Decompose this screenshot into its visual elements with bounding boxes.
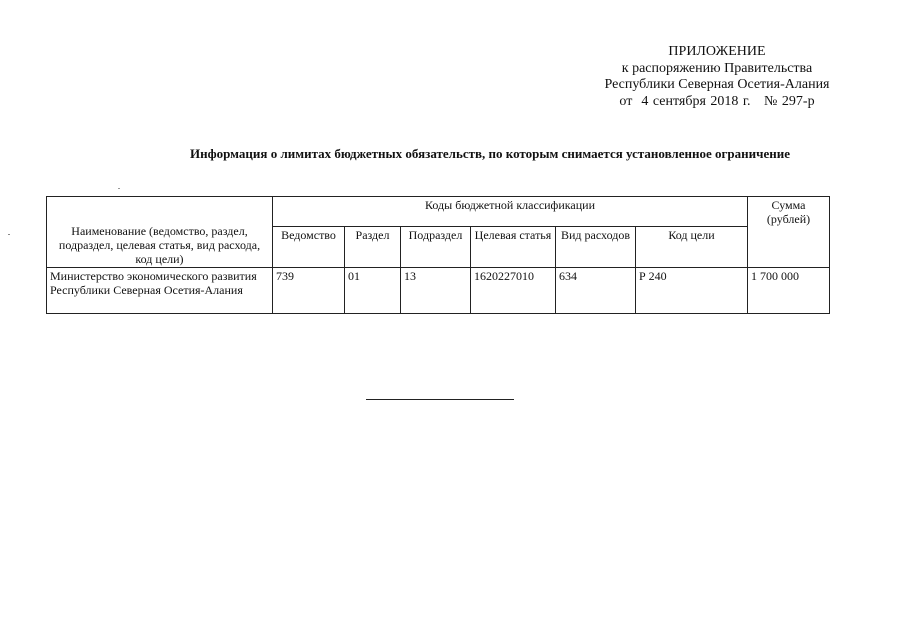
- table-header-row: [47, 197, 830, 227]
- scan-speck: [8, 234, 10, 235]
- row-target-item-cell: 1620227010: [471, 268, 556, 314]
- row-section-cell: 01: [345, 268, 401, 314]
- purpose-code-column-header: Код цели: [636, 227, 748, 268]
- appendix-line-order: к распоряжению Правительства: [621, 60, 813, 76]
- scan-speck: [118, 188, 120, 189]
- row-department-cell: 739: [273, 268, 345, 314]
- department-column-header: Ведомство: [273, 227, 345, 268]
- row-name-cell: Министерство экономического развития Республики Северная Осетия-Алания: [47, 268, 273, 314]
- name-column-header: Наименование (ведомство, раздел, подраздел, целевая статья, вид расхода, код цели): [47, 197, 273, 268]
- row-subsection-cell: 13: [401, 268, 471, 314]
- appendix-title: ПРИЛОЖЕНИЕ: [668, 44, 766, 59]
- row-expense-type-cell: 634: [556, 268, 636, 314]
- section-column-header: Раздел: [345, 227, 401, 268]
- end-divider-line: [366, 399, 514, 400]
- target-item-column-header: Целевая статья: [471, 227, 556, 268]
- table-row: [47, 268, 830, 314]
- row-purpose-code-cell: Р 240: [636, 268, 748, 314]
- appendix-line-republic: Республики Северная Осетия-Алания: [604, 77, 830, 92]
- sum-column-header: Сумма (рублей): [748, 197, 830, 268]
- budget-limits-table: [46, 196, 830, 314]
- codes-group-header: Коды бюджетной классификации: [273, 197, 748, 227]
- row-sum-cell: 1 700 000: [748, 268, 830, 314]
- appendix-header: [560, 44, 874, 110]
- document-title: Информация о лимитах бюджетных обязательств, по которым снимается установленное ограничение: [190, 146, 790, 161]
- subsection-column-header: Подраздел: [401, 227, 471, 268]
- expense-type-column-header: Вид расходов: [556, 227, 636, 268]
- appendix-line-date: от 4 сентября 2018 г. № 297-р: [619, 93, 815, 109]
